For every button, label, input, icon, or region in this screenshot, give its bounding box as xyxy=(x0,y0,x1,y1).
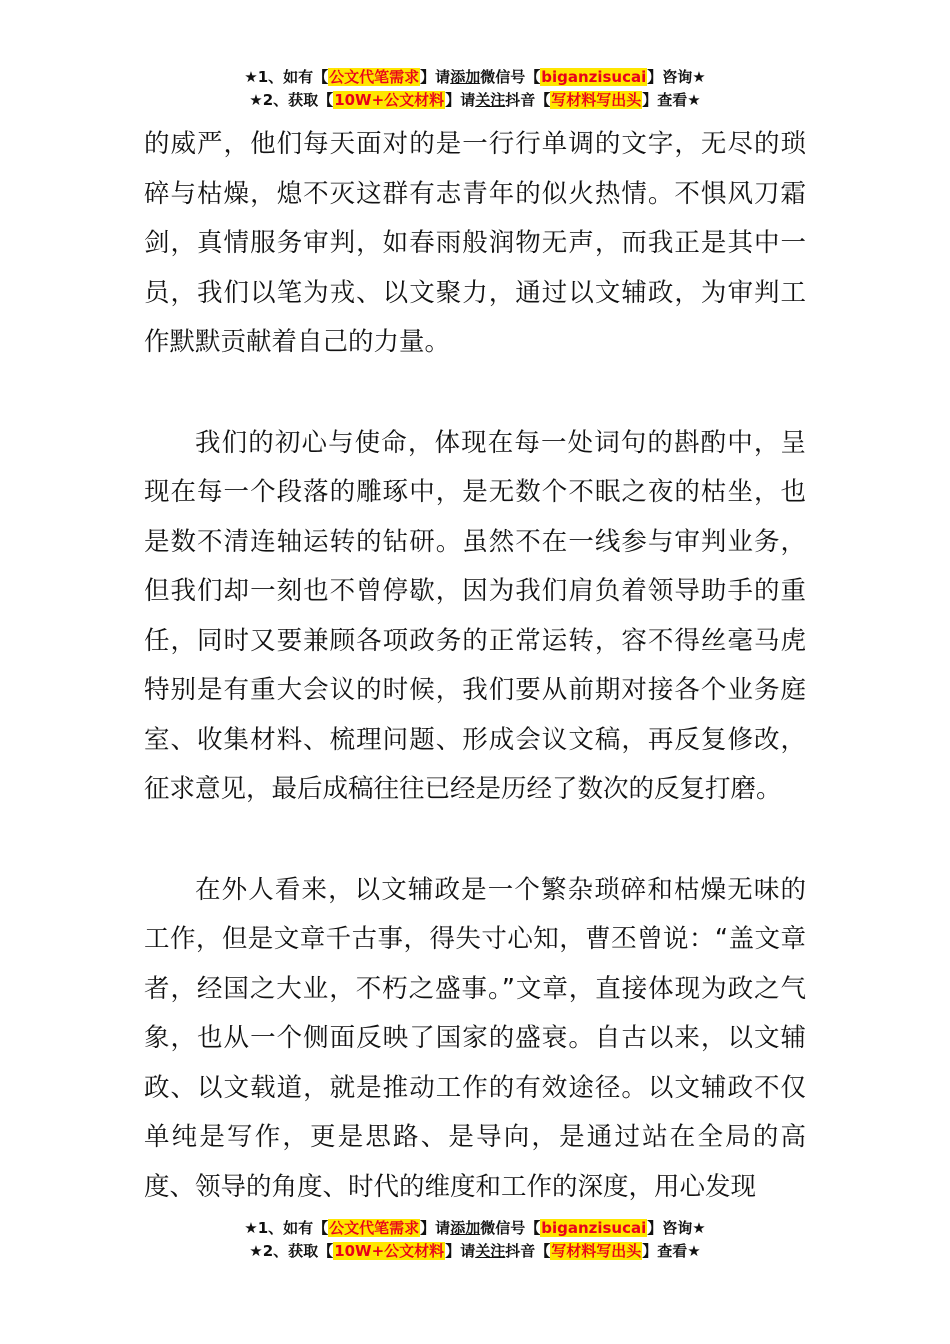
promo-text: 】查看★ xyxy=(642,1242,701,1260)
promo-text: 2、获取【 xyxy=(262,1242,334,1260)
footer-promo-banner xyxy=(0,1217,950,1263)
star-icon: ★ xyxy=(244,1219,258,1237)
promo-text: 1、如有【 xyxy=(257,1219,329,1237)
paragraph-gap xyxy=(144,368,806,419)
promo-wechat-id: biganzisucai xyxy=(541,1219,647,1237)
promo-highlight: 10W+公文材料 xyxy=(334,1242,445,1260)
promo-highlight: 10W+公文材料 xyxy=(334,91,445,109)
promo-text: 抖音【 xyxy=(505,91,551,109)
promo-underlined: 添加 xyxy=(450,1219,481,1237)
promo-text: 】咨询★ xyxy=(647,68,706,86)
star-icon: ★ xyxy=(249,1242,263,1260)
promo-underlined: 添加 xyxy=(450,68,481,86)
paragraph-gap xyxy=(144,815,806,866)
promo-text: 】请 xyxy=(420,68,451,86)
promo-text: 2、获取【 xyxy=(262,91,334,109)
promo-douyin-account: 写材料写出头 xyxy=(551,1242,642,1260)
promo-text: 抖音【 xyxy=(505,1242,551,1260)
star-icon: ★ xyxy=(244,68,258,86)
promo-text: 】咨询★ xyxy=(647,1219,706,1237)
promo-text: 微信号【 xyxy=(480,68,541,86)
star-icon: ★ xyxy=(249,91,263,109)
header-promo-banner xyxy=(0,66,950,112)
promo-line-1 xyxy=(0,66,950,89)
paragraph: 在外人看来，以文辅政是一个繁杂琐碎和枯燥无味的工作，但是文章千古事，得失寸心知，曹丕曾说：“盖文章者，经国之大业，不朽之盛事。”文章，直接体现为政之气象，也从一个侧面反映了国家的盛衰。自古以来，以文辅政、以文载道，就是推动工作的有效途径。以文辅政不仅单纯是写作，更是思路、是导向，是通过站在全局的高度、领导的角度、时代的维度和工作的深度，用心发现 xyxy=(144,874,806,1202)
promo-text: 1、如有【 xyxy=(257,68,329,86)
promo-highlight: 公文代笔需求 xyxy=(329,68,420,86)
promo-text: 】请 xyxy=(445,1242,476,1260)
document-body xyxy=(144,120,806,1212)
paragraph: 我们的初心与使命，体现在每一处词句的斟酌中，呈现在每一个段落的雕琢中，是无数个不眠之夜的枯坐，也是数不清连轴运转的钻研。虽然不在一线参与审判业务，但我们却一刻也不曾停歇，因为我们肩负着领导助手的重任，同时又要兼顾各项政务的正常运转，容不得丝毫马虎特别是有重大会议的时候，我们要从前期对接各个业务庭室、收集材料、梳理问题、形成会议文稿，再反复修改，征求意见，最后成稿往往已经是历经了数次的反复打磨。 xyxy=(144,427,806,804)
promo-line-2 xyxy=(0,1240,950,1263)
promo-underlined: 关注 xyxy=(475,91,506,109)
promo-douyin-account: 写材料写出头 xyxy=(551,91,642,109)
promo-text: 】请 xyxy=(445,91,476,109)
promo-line-1 xyxy=(0,1217,950,1240)
promo-text: 】查看★ xyxy=(642,91,701,109)
promo-highlight: 公文代笔需求 xyxy=(329,1219,420,1237)
promo-text: 微信号【 xyxy=(480,1219,541,1237)
promo-line-2 xyxy=(0,89,950,112)
promo-wechat-id: biganzisucai xyxy=(541,68,647,86)
promo-underlined: 关注 xyxy=(475,1242,506,1260)
paragraph: 的威严，他们每天面对的是一行行单调的文字，无尽的琐碎与枯燥，熄不灭这群有志青年的似火热情。不惧风刀霜剑，真情服务审判，如春雨般润物无声，而我正是其中一员，我们以笔为戎、以文聚力，通过以文辅政，为审判工作默默贡献着自己的力量。 xyxy=(144,129,806,357)
promo-text: 】请 xyxy=(420,1219,451,1237)
